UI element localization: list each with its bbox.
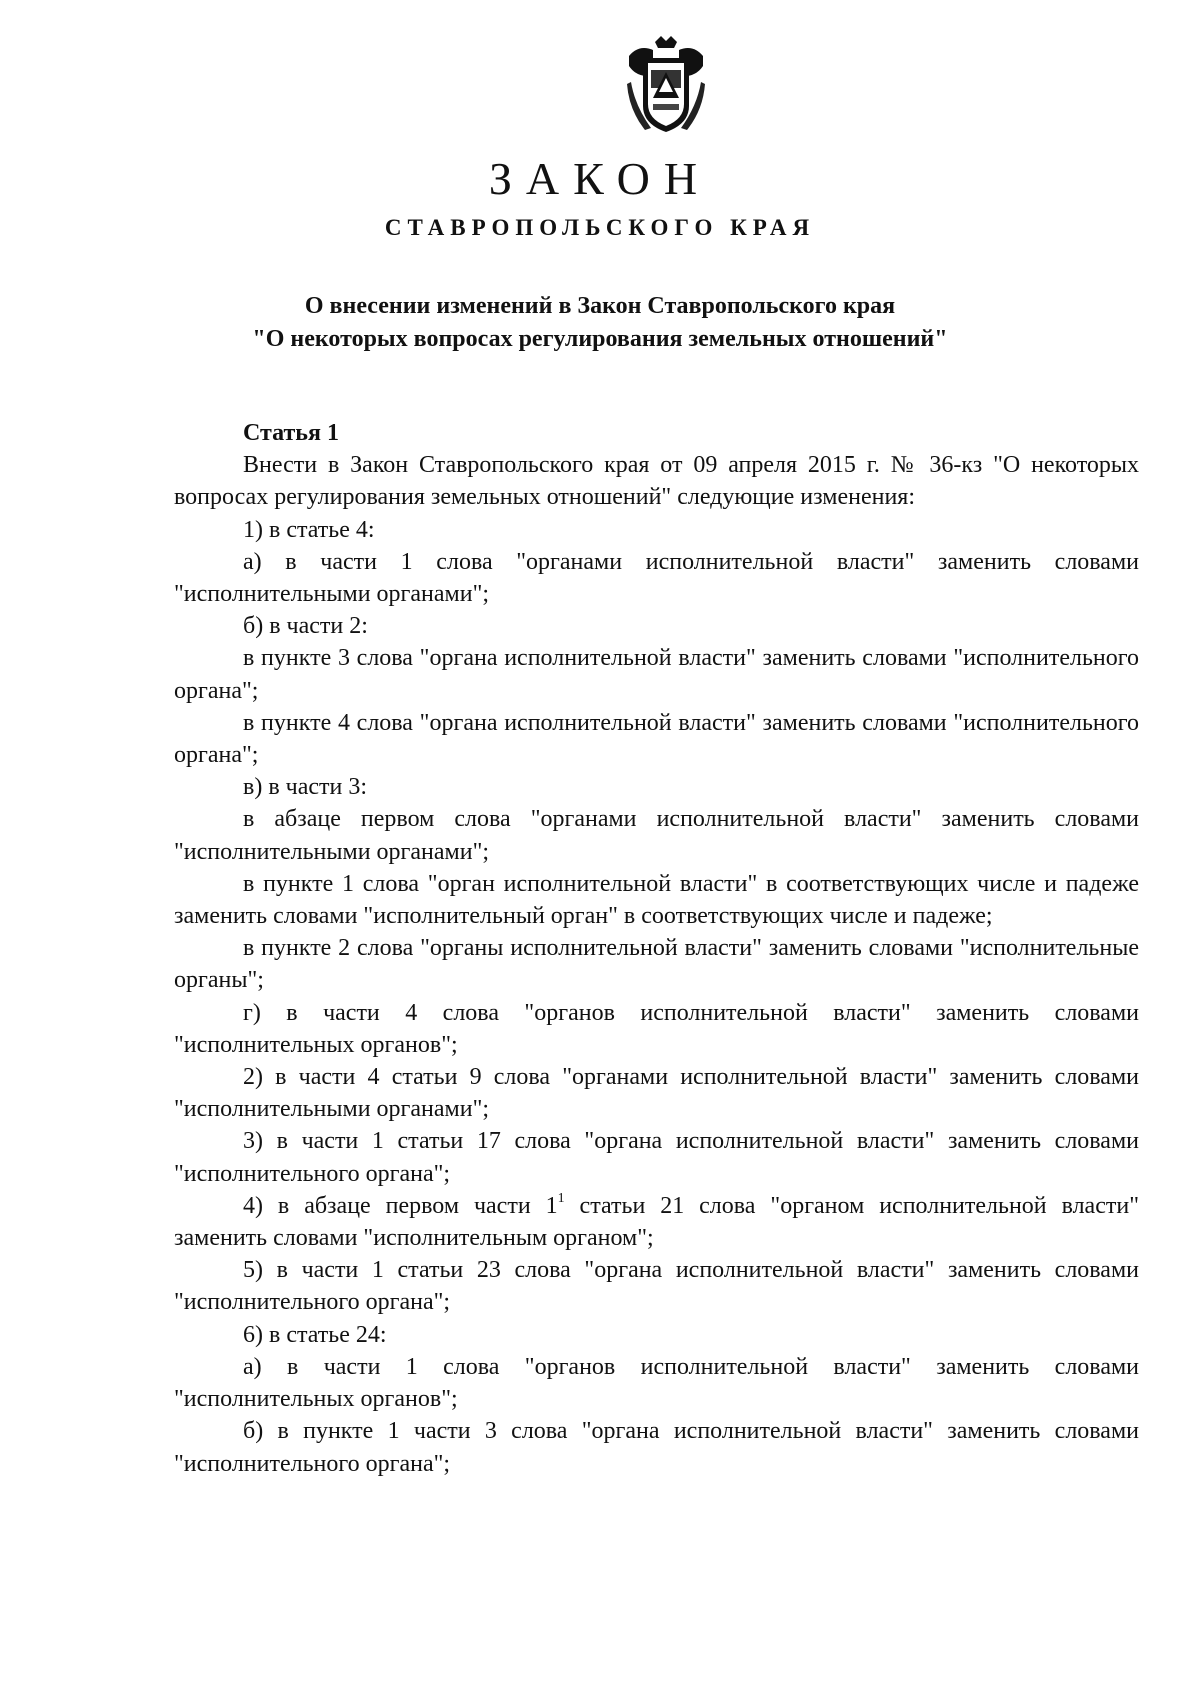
article-title: Статья 1	[243, 420, 339, 446]
paragraph-item-4	[174, 1190, 1139, 1254]
paragraph: г) в части 4 слова "органов исполнительной власти" заменить словами "исполнительных органов";	[174, 999, 1139, 1058]
law-subject-line-2: "О некоторых вопросах регулирования земельных отношений"	[252, 326, 948, 352]
paragraph: в пункте 2 слова "органы исполнительной власти" заменить словами "исполнительные органы";	[174, 935, 1139, 994]
article-body	[174, 417, 1139, 1480]
paragraph: а) в части 1 слова "органами исполнительной власти" заменить словами "исполнительными органами";	[174, 548, 1139, 608]
issuing-region-subtitle: СТАВРОПОЛЬСКОГО КРАЯ	[384, 215, 816, 240]
paragraph: в пункте 4 слова "органа исполнительной власти" заменить словами "исполнительного органа";	[174, 709, 1139, 769]
paragraph: 5) в части 1 статьи 23 слова "органа исполнительной власти" заменить словами "исполнительного органа";	[174, 1257, 1139, 1316]
paragraph-text: статьи 21 слова "органом исполнительной власти" заменить словами "исполнительным органом";	[174, 1192, 1139, 1252]
paragraph: 6) в статье 24:	[243, 1321, 387, 1348]
document-type-title: ЗАКОН	[488, 153, 712, 204]
paragraph: б) в пункте 1 части 3 слова "органа исполнительной власти" заменить словами "исполнительного органа";	[174, 1418, 1139, 1477]
paragraph: а) в части 1 слова "органов исполнительной власти" заменить словами "исполнительных органов";	[174, 1353, 1139, 1413]
paragraph: 2) в части 4 статьи 9 слова "органами исполнительной власти" заменить словами "исполнительными органами";	[174, 1064, 1139, 1123]
law-subject-line-1: О внесении изменений в Закон Ставропольского края	[304, 293, 896, 319]
paragraph: 3) в части 1 статьи 17 слова "органа исполнительной власти" заменить словами "исполнительного органа";	[174, 1128, 1139, 1187]
law-subject	[0, 290, 1200, 356]
paragraph: 1) в статье 4:	[243, 516, 375, 543]
coat-of-arms-icon	[625, 36, 707, 136]
paragraph: в пункте 3 слова "органа исполнительной власти" заменить словами "исполнительного органа";	[174, 645, 1139, 704]
paragraph: в) в части 3:	[243, 774, 368, 801]
paragraph-text: 4) в абзаце первом части 1	[243, 1192, 558, 1219]
article-intro: Внести в Закон Ставропольского края от 09 апреля 2015 г. № 36-кз "О некоторых вопросах регулирования земельных отношений" следующие изменения:	[174, 452, 1139, 511]
paragraph: в пункте 1 слова "орган исполнительной власти" в соответствующих числе и падеже заменить словами "исполнительный орган" в соответствующих числе и падеже;	[174, 870, 1139, 930]
paragraph: в абзаце первом слова "органами исполнительной власти" заменить словами "исполнительными органами";	[174, 806, 1139, 865]
superscript-index: 1	[557, 1190, 565, 1206]
paragraph: б) в части 2:	[243, 613, 368, 640]
